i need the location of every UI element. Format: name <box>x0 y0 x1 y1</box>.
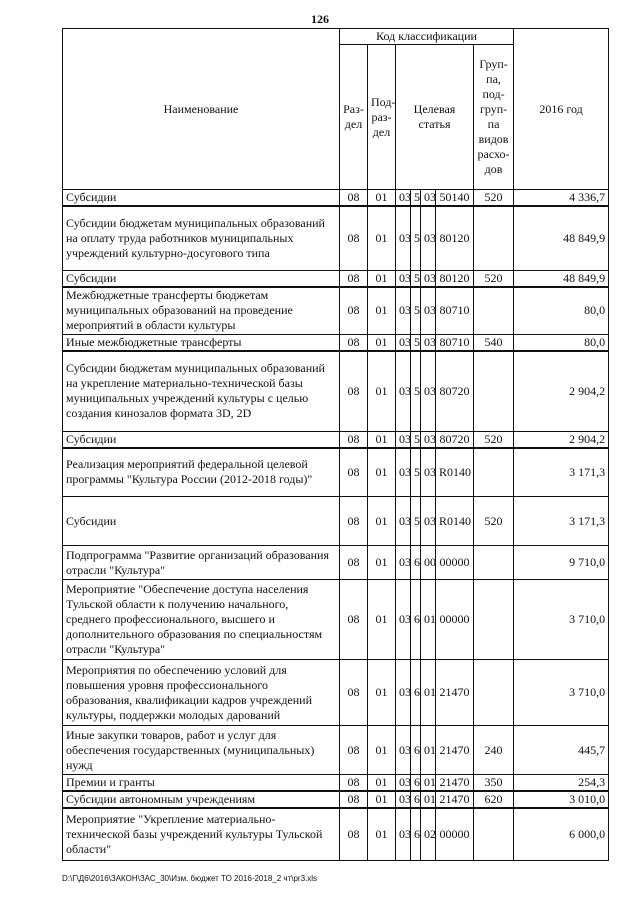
row-name: Иные межбюджетные трансферты <box>63 335 340 352</box>
row-target-part3: 03 <box>421 448 436 497</box>
row-target-part4: R0140 <box>436 497 474 546</box>
header-classification-code: Код классификации <box>340 29 514 45</box>
table-row <box>63 431 609 448</box>
row-target-part3: 00 <box>421 546 436 580</box>
table-row <box>63 775 609 792</box>
row-subsection: 01 <box>368 351 396 431</box>
row-target-part4: 21470 <box>436 775 474 792</box>
row-target-part4: 00000 <box>436 546 474 580</box>
table-row <box>63 190 609 207</box>
row-target-part2: 6 <box>411 808 421 860</box>
row-target-part2: 5 <box>411 351 421 431</box>
row-target-part4: 00000 <box>436 580 474 660</box>
header-section: Раз- дел <box>340 45 368 190</box>
row-section: 08 <box>340 335 368 352</box>
row-target-part4: R0140 <box>436 448 474 497</box>
header-target-article: Целевая статья <box>396 45 474 190</box>
row-target-part2: 5 <box>411 206 421 270</box>
row-target-part4: 21470 <box>436 660 474 726</box>
row-target-part1: 03 <box>396 190 411 207</box>
row-target-part3: 03 <box>421 270 436 287</box>
row-name: Мероприятие "Обеспечение доступа населения Тульской области к получению начального, среднего профессионального, высшего и дополнительного образования по специальностям отрасли "Культура" <box>63 580 340 660</box>
row-expense-group <box>474 546 514 580</box>
row-section: 08 <box>340 448 368 497</box>
row-section: 08 <box>340 546 368 580</box>
row-target-part3: 03 <box>421 351 436 431</box>
row-section: 08 <box>340 351 368 431</box>
row-target-part2: 5 <box>411 448 421 497</box>
row-target-part4: 21470 <box>436 726 474 775</box>
row-target-part1: 03 <box>396 660 411 726</box>
row-target-part4: 80120 <box>436 270 474 287</box>
row-amount: 80,0 <box>514 287 609 335</box>
table-row <box>63 448 609 497</box>
file-path-footer: D:\Г\Д6\2016\ЗАКОН\ЗАС_30\Изм. бюджет ТО 2016-2018_2 чт\pr3.xls <box>62 874 318 883</box>
row-amount: 254,3 <box>514 775 609 792</box>
row-section: 08 <box>340 190 368 207</box>
row-subsection: 01 <box>368 335 396 352</box>
row-target-part3: 03 <box>421 497 436 546</box>
row-section: 08 <box>340 580 368 660</box>
row-subsection: 01 <box>368 190 396 207</box>
row-section: 08 <box>340 431 368 448</box>
row-target-part3: 03 <box>421 335 436 352</box>
row-section: 08 <box>340 791 368 808</box>
row-target-part4: 80710 <box>436 287 474 335</box>
row-amount: 48 849,9 <box>514 206 609 270</box>
row-target-part1: 03 <box>396 270 411 287</box>
row-name: Мероприятие "Укрепление материально-технической базы учреждений культуры Тульской области" <box>63 808 340 860</box>
row-target-part2: 5 <box>411 335 421 352</box>
row-target-part2: 5 <box>411 497 421 546</box>
table-row <box>63 726 609 775</box>
row-expense-group <box>474 660 514 726</box>
page-number: 126 <box>311 12 329 26</box>
row-name: Межбюджетные трансферты бюджетам муниципальных образований на проведение мероприятий в области культуры <box>63 287 340 335</box>
row-amount: 9 710,0 <box>514 546 609 580</box>
row-expense-group <box>474 206 514 270</box>
row-name: Мероприятия по обеспечению условий для повышения уровня профессионального образования, квалификации кадров учреждений культуры, поддержки молодых дарований <box>63 660 340 726</box>
row-expense-group: 540 <box>474 335 514 352</box>
table-row <box>63 287 609 335</box>
row-section: 08 <box>340 497 368 546</box>
row-target-part1: 03 <box>396 206 411 270</box>
row-subsection: 01 <box>368 791 396 808</box>
row-target-part2: 5 <box>411 287 421 335</box>
budget-table <box>62 28 609 861</box>
row-target-part3: 02 <box>421 808 436 860</box>
row-target-part2: 5 <box>411 190 421 207</box>
row-expense-group <box>474 448 514 497</box>
row-subsection: 01 <box>368 497 396 546</box>
row-name: Субсидии <box>63 431 340 448</box>
header-year: 2016 год <box>514 29 609 190</box>
table-body <box>63 190 609 861</box>
row-target-part1: 03 <box>396 775 411 792</box>
row-name: Подпрограмма "Развитие организаций образования отрасли "Культура" <box>63 546 340 580</box>
row-amount: 2 904,2 <box>514 351 609 431</box>
table-row <box>63 660 609 726</box>
row-name: Реализация мероприятий федеральной целевой программы "Культура России (2012-2018 годы)" <box>63 448 340 497</box>
row-subsection: 01 <box>368 287 396 335</box>
row-target-part3: 01 <box>421 660 436 726</box>
row-target-part2: 6 <box>411 580 421 660</box>
row-target-part2: 5 <box>411 270 421 287</box>
row-subsection: 01 <box>368 660 396 726</box>
row-target-part2: 6 <box>411 791 421 808</box>
table-row <box>63 270 609 287</box>
row-section: 08 <box>340 808 368 860</box>
row-target-part4: 80720 <box>436 351 474 431</box>
row-target-part4: 80120 <box>436 206 474 270</box>
row-amount: 445,7 <box>514 726 609 775</box>
row-subsection: 01 <box>368 775 396 792</box>
row-target-part3: 03 <box>421 287 436 335</box>
row-name: Субсидии <box>63 270 340 287</box>
row-expense-group: 350 <box>474 775 514 792</box>
row-target-part1: 03 <box>396 580 411 660</box>
header-expense-group: Груп- па, под- груп- па видов расхо- дов <box>474 45 514 190</box>
row-target-part1: 03 <box>396 335 411 352</box>
row-subsection: 01 <box>368 206 396 270</box>
row-target-part3: 03 <box>421 206 436 270</box>
table-row <box>63 546 609 580</box>
row-target-part1: 03 <box>396 808 411 860</box>
row-section: 08 <box>340 726 368 775</box>
header-subsection: Под- раз- дел <box>368 45 396 190</box>
row-subsection: 01 <box>368 726 396 775</box>
row-target-part1: 03 <box>396 448 411 497</box>
row-subsection: 01 <box>368 431 396 448</box>
row-name: Субсидии <box>63 497 340 546</box>
row-name: Субсидии автономным учреждениям <box>63 791 340 808</box>
row-target-part2: 5 <box>411 431 421 448</box>
row-name: Иные закупки товаров, работ и услуг для обеспечения государственных (муниципальных) нужд <box>63 726 340 775</box>
row-target-part2: 6 <box>411 775 421 792</box>
row-target-part1: 03 <box>396 497 411 546</box>
table-row <box>63 791 609 808</box>
row-target-part3: 01 <box>421 791 436 808</box>
row-target-part4: 80720 <box>436 431 474 448</box>
row-amount: 4 336,7 <box>514 190 609 207</box>
row-name: Субсидии бюджетам муниципальных образований на укрепление материально-технической базы муниципальных учреждений культуры с целью создания кинозалов формата 3D, 2D <box>63 351 340 431</box>
row-section: 08 <box>340 775 368 792</box>
row-target-part4: 21470 <box>436 791 474 808</box>
row-section: 08 <box>340 660 368 726</box>
row-expense-group: 240 <box>474 726 514 775</box>
row-target-part3: 01 <box>421 726 436 775</box>
row-amount: 2 904,2 <box>514 431 609 448</box>
row-amount: 3 171,3 <box>514 448 609 497</box>
row-expense-group: 520 <box>474 497 514 546</box>
row-target-part4: 80710 <box>436 335 474 352</box>
row-target-part1: 03 <box>396 351 411 431</box>
row-amount: 48 849,9 <box>514 270 609 287</box>
row-target-part4: 50140 <box>436 190 474 207</box>
row-expense-group <box>474 351 514 431</box>
row-target-part4: 00000 <box>436 808 474 860</box>
row-target-part2: 6 <box>411 660 421 726</box>
row-target-part2: 6 <box>411 726 421 775</box>
row-subsection: 01 <box>368 546 396 580</box>
row-target-part1: 03 <box>396 287 411 335</box>
row-expense-group <box>474 808 514 860</box>
row-target-part3: 03 <box>421 190 436 207</box>
row-expense-group: 520 <box>474 190 514 207</box>
row-subsection: 01 <box>368 448 396 497</box>
row-name: Субсидии <box>63 190 340 207</box>
row-target-part3: 03 <box>421 431 436 448</box>
table-row <box>63 351 609 431</box>
header-name: Наименование <box>63 29 340 190</box>
row-target-part1: 03 <box>396 791 411 808</box>
row-target-part1: 03 <box>396 431 411 448</box>
row-section: 08 <box>340 287 368 335</box>
row-expense-group <box>474 287 514 335</box>
row-section: 08 <box>340 206 368 270</box>
table-row <box>63 580 609 660</box>
table-row <box>63 335 609 352</box>
row-section: 08 <box>340 270 368 287</box>
row-target-part2: 6 <box>411 546 421 580</box>
row-amount: 3 171,3 <box>514 497 609 546</box>
row-name: Премии и гранты <box>63 775 340 792</box>
row-target-part1: 03 <box>396 726 411 775</box>
row-subsection: 01 <box>368 270 396 287</box>
table-row <box>63 808 609 860</box>
row-subsection: 01 <box>368 580 396 660</box>
table-row <box>63 497 609 546</box>
row-target-part1: 03 <box>396 546 411 580</box>
table-row <box>63 206 609 270</box>
row-amount: 3 010,0 <box>514 791 609 808</box>
row-expense-group: 620 <box>474 791 514 808</box>
row-expense-group: 520 <box>474 431 514 448</box>
row-amount: 80,0 <box>514 335 609 352</box>
row-expense-group: 520 <box>474 270 514 287</box>
row-name: Субсидии бюджетам муниципальных образований на оплату труда работников муниципальных учреждений культурно-досугового типа <box>63 206 340 270</box>
row-target-part3: 01 <box>421 580 436 660</box>
row-target-part3: 01 <box>421 775 436 792</box>
row-expense-group <box>474 580 514 660</box>
row-amount: 3 710,0 <box>514 660 609 726</box>
row-subsection: 01 <box>368 808 396 860</box>
row-amount: 6 000,0 <box>514 808 609 860</box>
row-amount: 3 710,0 <box>514 580 609 660</box>
